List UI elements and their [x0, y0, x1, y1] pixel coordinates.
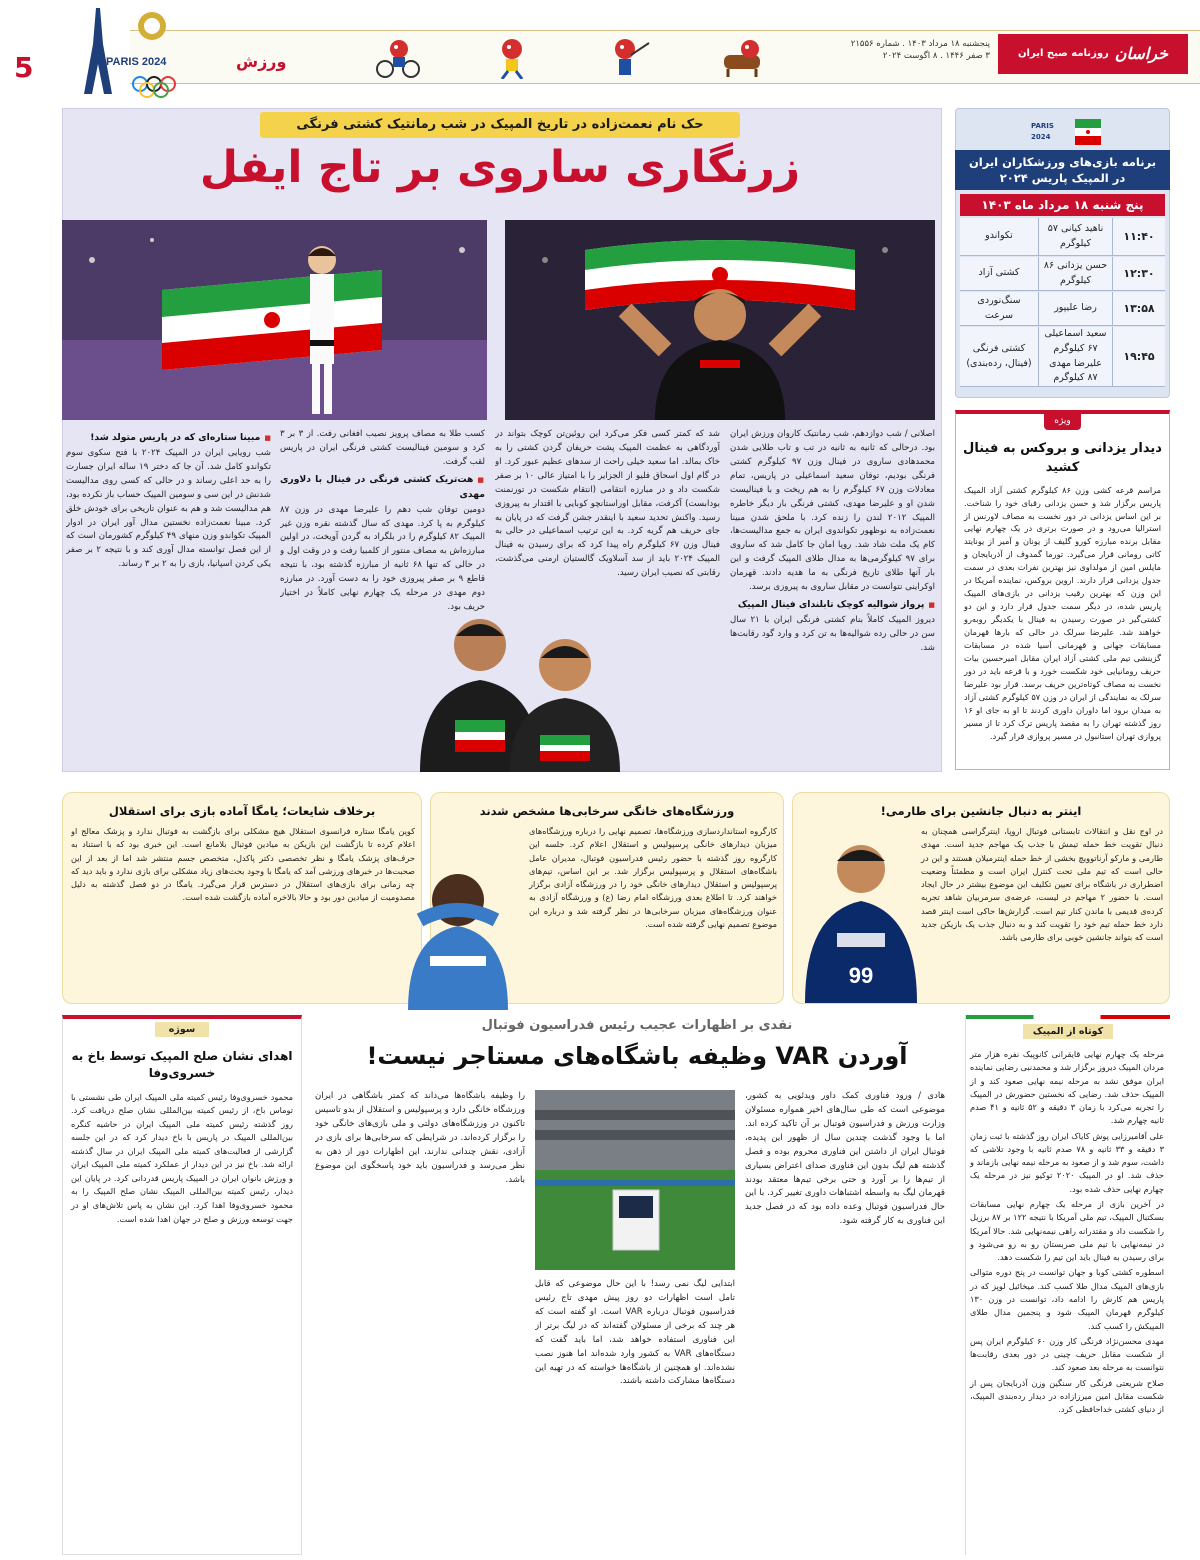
taekwondo-flag-photo[interactable]	[62, 220, 487, 420]
iran-flag-icon	[1075, 119, 1101, 145]
yamga-story-body: کوین یامگا ستاره فرانسوی استقلال هیچ مشکلی برای بازگشت به فوتبال ندارد و پزشک معالج او اعلام کرده تا بازگشت این بازیکن به میادین فوتبال بلامانع است. این خبری بود که با استناد به حرف‌های پزشک یامگا و نظر تخصصی دکتر پاکدل، متخصص جسم منتشر شد اما از بعد از این صحبت‌ها در خبرهای ورزشی آمد که یامگا با وجود بحث‌های زیاد مشکلی برای بازی ندارد و باید دید که چه زمانی برای بازی‌های استقلال در دسترس قرار می‌گیرد. یامگا در دو فصل گذشته به دلیل مصدومیت از میادین دور بود و حالا بالاخره آماده بازگشت شده است.	[71, 826, 415, 903]
schedule-sport: سنگ‌نوردی سرعت	[977, 294, 1021, 321]
inter-story-title[interactable]: اینتر به دنبال جانشین برای طارمی!	[880, 804, 1082, 818]
paris-2024-logo	[70, 4, 200, 98]
schedule-sport: کشتی آزاد	[978, 267, 1020, 279]
olympic-mascots	[340, 34, 800, 80]
schedule-athlete: سعید اسماعیلی ۶۷ کیلوگرم علیرضا مهدی ۸۷ کیلوگرم	[1038, 327, 1113, 386]
page-header	[0, 0, 1200, 98]
page-number: 5	[14, 51, 34, 84]
schedule-row	[960, 218, 1165, 256]
stadium-story-title[interactable]: ورزشگاه‌های خانگی سرخابی‌ها مشخص شدند	[479, 804, 735, 818]
var-kicker: نقدی بر اظهارات عجیب رئیس فدراسیون فوتبال	[481, 1018, 793, 1033]
section-title: ورزش	[236, 52, 287, 71]
main-story-col4-text: شب رویایی ایران در المپیک ۲۰۲۴ با فتح سکوی سوم تکواندو کامل شد. آن جا که دختر ۱۹ ساله ایران جسارت را به حد اعلی رساند و در حالی که کسی روی مدالیست شدنش در این سی و سومین المپیک حساب باز نکرده بود، هم مدالیست شد و هم به عنوان تاریخی برای خودش خلق کرد. مبینا نعمت‌زاده نخستین مدال آور ایران در ادوار المپیک تکواندو وزن منهای ۴۹ کیلوگرم کشورمان است که از این فصل توانسته مدال آوری کند و با نتیجه ۲ بر صفر یکی کردن اسپانیا، بازی را به ۲ بر ۳ رساند.	[66, 447, 271, 570]
vizheh-box	[955, 410, 1170, 770]
olympic-logo-text: PARIS 2024	[106, 56, 167, 68]
inter-story-box	[792, 792, 1170, 1004]
schedule-time: ۱۹:۴۵	[1123, 349, 1155, 363]
brief-item: صلاح شریعتی فرنگی کار سنگین وزن آذربایجان پس از شکست مقابل امین میرزازاده در دیدار رده‌بندی المپیک، از دنیای کشتی خداحافظی کرد.	[970, 1377, 1164, 1415]
taekwondo-photo-image	[62, 220, 487, 420]
schedule-row	[960, 327, 1165, 387]
main-story-col4	[66, 428, 271, 768]
yamga-photo	[400, 860, 520, 1010]
taremi-photo	[801, 833, 919, 1003]
paper-subtitle: روزنامه صبح ایران	[1018, 48, 1109, 60]
var-stadium-photo[interactable]	[535, 1090, 735, 1270]
mascot-equestrian-icon	[720, 35, 766, 79]
main-story-col1-text: اصلانی / شب دوازدهم، شب رمانتیک کاروان ورزش ایران بود. درحالی که ثانیه به ثانیه در تب و تاب طلایی شدن محمدهادی ساروی در فینال وزن ۹۷ کیلوگرم کشتی فرنگی بودیم، توفان سعید اسماعیلی در پاریس، تمام معادلات وزن ۶۷ کیلوگرم را به هم ریخت و با فینالیست شدن او و علیرضا مهدی، کشتی فرنگی بار دیگر خاطره المپیک ۲۰۱۲ لندن را زنده کرد. با ملحق شدن مبینا نعمت‌زاده به نوظهور تکواندوی ایران به جمع مدالیست‌ها، کام یک ملت شاد شد. رویا امان جا کامل شد که ساروی برای ۹۷ کیلوگرمی‌ها به مدال طلای المپیک گرفت و این بار آنها طلای تاریخ فرنگی به ما هدیه دادند. قهرمان اوکراینی نتوانست در مقابل ساروی به پیروزی برسد.	[730, 429, 935, 593]
schedule-row	[960, 257, 1165, 291]
schedule-athlete: ناهید کیانی ۵۷ کیلوگرم	[1038, 218, 1113, 255]
main-story-col3-subhead: ■ هت‌تریک کشتی فرنگی در فینال با دلاوری مهدی	[280, 473, 485, 503]
issue-date	[790, 38, 990, 63]
schedule-athlete: رضا علیپور	[1038, 292, 1113, 325]
mascot-fencing-icon	[605, 35, 651, 79]
olympic-brief-box	[965, 1015, 1170, 1555]
paper-logo[interactable]	[998, 34, 1188, 74]
schedule-sport: کشتی فرنگی (فینال، رده‌بندی)	[966, 342, 1032, 369]
paper-name: خراسان	[1114, 43, 1168, 63]
olympic-brief-title: کوتاه از المپیک	[1023, 1024, 1113, 1039]
stadium-image	[535, 1090, 735, 1270]
sozeh-title[interactable]: اهدای نشان صلح المپیک توسط باخ به خسروی‌وفا	[71, 1048, 293, 1081]
brief-item: علی آقامیرزایی پوش کایاک ایران روز گذشته با ثبت زمان ۳ دقیقه و ۳۳ ثانیه و ۷۸ صدم ثانیه با وجود تلاشی که داشت، سوم شد و از صعود به مرحله نیمه نهایی بازماند و حذف شد. او در المپیک ۲۰۲۰ توکیو نیز در مرحله یک چهارم نهایی حذف شده بود.	[970, 1130, 1164, 1194]
main-story-col4-subhead: ■ مبینا ستاره‌ای که در پاریس متولد شد!	[66, 431, 271, 446]
brief-item: مرحله یک چهارم نهایی قایقرانی کانوپیک نفره هزار متر مردان المپیک دیروز برگزار شد و محمدنبی رضایی نماینده ایران موفق نشد به مرحله نیمه نهایی صعود کند و از المپیک حذف شد. رضایی که نخستین حضورش در المپیک را تجربه می‌کرد با زمان ۳ دقیقه و ۵۲ ثانیه و ۴۱ صدم ثانیه چهارم شد.	[970, 1048, 1164, 1126]
eiffel-tower-icon	[70, 4, 200, 98]
inter-story-body: در اوج نقل و انتقالات تابستانی فوتبال اروپا، اینترگراسی همچنان به دنبال تقویت خط حمله تیمش با جذب یک مهاجم جدید است. مهدی طارمی و مارکو آرناتوویچ بخشی از خط حمله اینترمیلان هستند و این در حالی است که تیم ملی تحت کنترل ایران است و مطمئناً وضعیت اضطراری در باشگاه برای تعیین تکلیف این موضوع بیشتر در حال ایجاد است. با حضور ۲ مهاجم در لیست، عرضه‌ی سرمربیان شاهد تجربه کرده‌ی قدیمی با ماندن کنار تیم است. گزارش‌ها حاکی است اینتر قصد دارد خط حمله تیم خود را تقویت کند و به دنبال جذب یک بازیکن جدید است که بتواند جانشین خوبی برای طارمی باشد.	[921, 826, 1163, 943]
sozeh-body: محمود خسروی‌وفا رئیس کمیته ملی المپیک ایران طی نشستی با توماس باخ، از رئیس کمیته بین‌المللی نشان صلح دریافت کرد. روز گذشته رئیس کمیته ملی المپیک ایران در حاشیه کنگره بین‌المللی المپیک در پاریس با باخ دیدار کرد که در این جلسه گزارشی از فعالیت‌های کمیته ملی المپیک ایران در سال گذشته ارائه شد. باخ نیز در این دیدار از عملکرد کمیته ملی المپیک ایران و ورزش بانوان ایران در المپیک پاریس قدردانی کرد. در پایان این دیدار، رئیس کمیته بین‌المللی المپیک نشان صلح المپیک را به محمود خسروی‌وفا اهدا کرد. این نشان به پاس تلاش‌های او در جهت توسعه ورزش و صلح در جهان اهدا شده است.	[71, 1091, 293, 1224]
vizheh-body: مراسم قرعه کشی وزن ۸۶ کیلوگرم کشتی آزاد المپیک پاریس برگزار شد و حسن یزدانی رقبای خود را شناخت. بر این اساس یزدانی در دور نخست به مصاف لاورنس از استرالیا می‌رود و در صورت برتری در یک چهارم نهایی مقابل برنده مبارزه کورو گلیف از یونان و آمیر از یونایتد کاتی رومانی قرار می‌گیرد. تورما گمدوف از آذربایجان و مایلس امین از مولداوی نیز بهترین نفرات بعدی در سمت جدول یزدانی قرار دارند. اروین بروکس، نماینده آمریکا در این وزن که بهترین رقیب یزدانی در بازی‌های المپیک پاریس شده، در دیگر سمت جدول قرار دارد و این دو کشتی‌گیر در صورت رسیدن به فینال با یکدیگر روبه‌رو خواهند شد. علیرضا سرلک در حالی که بارها قهرمان مسابقات جهانی و قهرمانی آسیا شده در مسابقات گزینشی تیم ملی کشتی آزاد ایران مقابل امیرحسین بیات حریف رومانیایی خود شکست خورد و با قرعه باید در دور نخست به مصاف کوتاه‌ترین حریف برسد. قرار بود علیرضا سرلک به نمایندگی از ایران در وزن ۵۷ کیلوگرم کشتی آزاد به میدان برود اما داوران داوری کردند تا او به جای او ۱۶ روز گذشته تهران را به مقصد پاریس ترک کرد تا از مسیر پروازی تهران استانبول در مسیر پروازی قرار گیرد.	[964, 484, 1161, 741]
var-col2: ابتدایی لیگ نمی رسد! با این حال موضوعی که قابل تامل است اظهارات دو روز پیش مهدی تاج رئیس فدراسیون فوتبال درباره VAR است. او گفته است که هر چند که برخی از مسئولان گفته‌اند که در لیگ برتر از این فناوری استفاده خواهد شد، اما باید گفت که دستگاه‌های VAR به کشور وارد شده‌اند اما هنوز نصب نشده‌اند. او همچنین از باشگاه‌ها خواسته که در تهیه این دستگاه‌ها مشارکت داشته باشند.	[535, 1279, 735, 1387]
sozeh-tag: سوژه	[155, 1022, 209, 1037]
vizheh-tag: ویژه	[1044, 414, 1081, 430]
main-story-col1	[730, 428, 935, 768]
vizheh-title: دیدار یزدانی و بروکس به فینال کشید	[963, 440, 1162, 475]
svg-text:99: 99	[848, 963, 874, 988]
mascot-running-icon	[490, 35, 536, 79]
sozeh-box	[62, 1015, 302, 1555]
schedule-time: ۱۱:۴۰	[1123, 229, 1155, 243]
date-line-2: ۳ صفر ۱۴۴۶ . ۸ اگوست ۲۰۲۴	[882, 51, 990, 62]
schedule-logos	[1031, 115, 1101, 149]
brief-item: مهدی محسن‌نژاد فرنگی کار وزن ۶۰ کیلوگرم ایران پس از شکست مقابل حریف چینی در دور بعدی رقابت‌ها نتوانست به مرحله بعد صعود کند.	[970, 1335, 1164, 1373]
schedule-time: ۱۲:۳۰	[1123, 266, 1155, 280]
main-kicker: حک نام نعمت‌زاده در تاریخ المپیک در شب رمانتیک کشتی فرنگی	[260, 112, 740, 138]
main-story-col1-after: دیروز المپیک کاملاً بنام کشتی فرنگی ایران با ۲۱ سال سن در حالی رده شوالیه‌ها به تن کرد و وارد گود رقابت‌ها شد.	[730, 614, 935, 653]
mascot-cycling-icon	[375, 35, 421, 79]
wrestler-photo-image	[505, 220, 935, 420]
var-col3: را وظیفه باشگاه‌ها می‌داند که کمتر باشگاهی در ایران ورزشگاه خانگی دارد و پرسپولیس و استقلال از بدو تاسیس تاکنون در ورزشگاه‌های دولتی و ملی بازی‌های خانگی خود را برگزار کرده‌اند. در شرایطی که سرخابی‌ها برای بازی در آزادی، نقش چندانی ندارند، این اظهارات دور از ذهن به نظر می‌رسد و فدراسیون باید خود پاسخگوی این موضوع باشد.	[315, 1091, 525, 1185]
yamga-story-box	[62, 792, 422, 1004]
two-wrestlers-photo[interactable]	[400, 600, 640, 772]
var-col1: هادی / ورود فناوری کمک داور ویدئویی به کشور، موضوعی است که طی سال‌های اخیر همواره مسئولان وزارت ورزش و فدراسیون فوتبال بر آن تاکید کرده اند. اما با وجود گذشت چندین سال از ظهور این پدیده، فوتبال ایران از داشتن این فناوری محروم بوده و فصل گذشته هم لیگ بدون این فناوری صدای اعتراض بسیاری از تیم‌ها را بر آورد و حتی برخی تیم‌ها معتقد بودند قهرمان لیگ به واسطه اشتباهات داوری تغییر کرد. با این حال فدراسیون فوتبال وعده داده بود که در فصل جدید این فناوری به کار گرفته شود.	[745, 1091, 945, 1227]
main-story-col3-after: دومین توفان شب دهم را علیرضا مهدی در وزن ۸۷ کیلوگرم به پا کرد. مهدی که سال گذشته نقره وزن غیر المپیک ۸۲ کیلوگرم را در بلگراد به گردن آویخت، در اولین مبارزه‌اش به مصاف منتور از کلمبیا رفت و در وقت اول و در حالی که تنها ۶۸ ثانیه از مبارزه گذشته بود، با نتیجه قاطع ۹ بر صفر پیروزی خود را به دست آورد. در مبارزه دوم مهدی در مرحله یک چهارم نهایی کاملاً در اختیار حریف بود.	[280, 504, 485, 613]
schedule-olympic-logo: PARIS 2024	[1031, 122, 1054, 141]
main-headline[interactable]: زرنگاری ساروی بر تاج ایفل	[199, 142, 801, 193]
date-line-1: پنجشنبه ۱۸ مرداد ۱۴۰۳ . شماره ۲۱۵۵۶	[850, 39, 990, 49]
schedule-date: پنج شنبه ۱۸ مرداد ماه ۱۴۰۳	[960, 194, 1165, 216]
brief-strip	[966, 1015, 1170, 1019]
main-story-col1-subhead: ■ پرواز شوالیه کوچک تابلندای فینال المپیک	[730, 598, 935, 613]
schedule-row	[960, 292, 1165, 326]
olympic-brief-list	[966, 1040, 1170, 1417]
schedule-title: برنامه بازی‌های ورزشکاران ایران در المپیک پاریس ۲۰۲۴	[955, 150, 1170, 190]
two-wrestlers-image	[400, 600, 640, 772]
brief-item: در آخرین بازی از مرحله یک چهارم نهایی مسابقات بسکتبال المپیک، تیم ملی آمریکا با نتیجه ۱۲۲ بر ۸۷ برزیل را شکست داد و مقتدرانه راهی نیمه‌نهایی شد. حالا آمریکا در نیمه‌نهایی با تیم ملی صربستان رو به رو می‌شود و برای رسیدن به فینال باید این تیم را شکست دهد.	[970, 1199, 1164, 1263]
stadium-story-body: کارگروه استانداردسازی ورزشگاه‌ها، تصمیم نهایی را درباره ورزشگاه‌های میزبان دیدارهای خانگی پرسپولیس و استقلال اعلام کرد. جلسه این کارگروه روز گذشته با حضور رئیس فدراسیون فوتبال، مدیران عامل باشگاه‌های استقلال و پرسپولیس برگزار شد. بر این اساس، تیم‌های پرسپولیس و استقلال دیدارهای خانگی خود را در ورزشگاه آزادی برگزار خواهند کرد. تا اطلاع بعدی ورزشگاه امام رضا (ع) و ورزشگاه آزادی به عنوان ورزشگاه‌های میزبان سرخابی‌ها در نظر گرفته شد و درباره این موضوع تصمیم نهایی گرفته شده است.	[529, 826, 777, 929]
schedule-athlete: حسن یزدانی ۸۶ کیلوگرم	[1038, 257, 1113, 290]
wrestler-flag-photo[interactable]	[505, 220, 935, 420]
schedule-sport: تکواندو	[985, 230, 1013, 242]
yamga-story-title[interactable]: برخلاف شایعات؛ یامگا آماده بازی برای استقلال	[108, 804, 376, 818]
main-story-col3-text: کسب طلا به مصاف پرویز نصیب افغانی رفت. از ۳ بر ۳ کرد و سومین فینالیست کشتی فرنگی ایران در پاریس لقب گرفت.	[280, 429, 485, 467]
brief-item: اسطوره کشتی کوبا و جهان توانست در پنج دوره متوالی بازی‌های المپیک مدال طلا کسب کند. میخائیل لوپز که در پاریس هم کارش را ادامه داد، توانست در وزن ۱۳۰ کیلوگرم قهرمان المپیک شود و پنجمین مدال طلای المپیکش را کسب کند.	[970, 1267, 1164, 1331]
var-headline[interactable]: آوردن VAR وظیفه باشگاه‌های مستاجر نیست!	[366, 1042, 908, 1070]
main-story-col2-text: شد که کمتر کسی فکر می‌کرد این روئین‌تن کوچک بتواند در آوردگاهی به عظمت المپیک پشت حریفان گردن کشتی را به خاک بمالد. اما سعید خیلی راحت از سدهای عظیم عبور کرد. او در گام اول اسحاق فلیو از الجزایر را با امتیاز عالی ۱۰ بر صفر شکست داد و در مبارزه انتقامی (انتقام شکست در تورنمنت بودابست) آکرفت، مقابل اوراستانچو کوبایی با اقتدار به پیروزی رسید. واکنش تحدید سعید با اینقدر جشن گرفت که در پایان به جای حریف هم گریه کرد. به این ترتیب اسماعیلی در حالی به فینال وزن ۶۷ کیلوگرم راه پیدا کرد که برای رسیدن به فینال المپیک ۲۰۲۴ باید از سد آسلاویک گالستیان ارمنی می‌گذشت، رقابتی که نصیب ایران رسید.	[495, 429, 720, 579]
schedule-time: ۱۳:۵۸	[1123, 301, 1155, 315]
